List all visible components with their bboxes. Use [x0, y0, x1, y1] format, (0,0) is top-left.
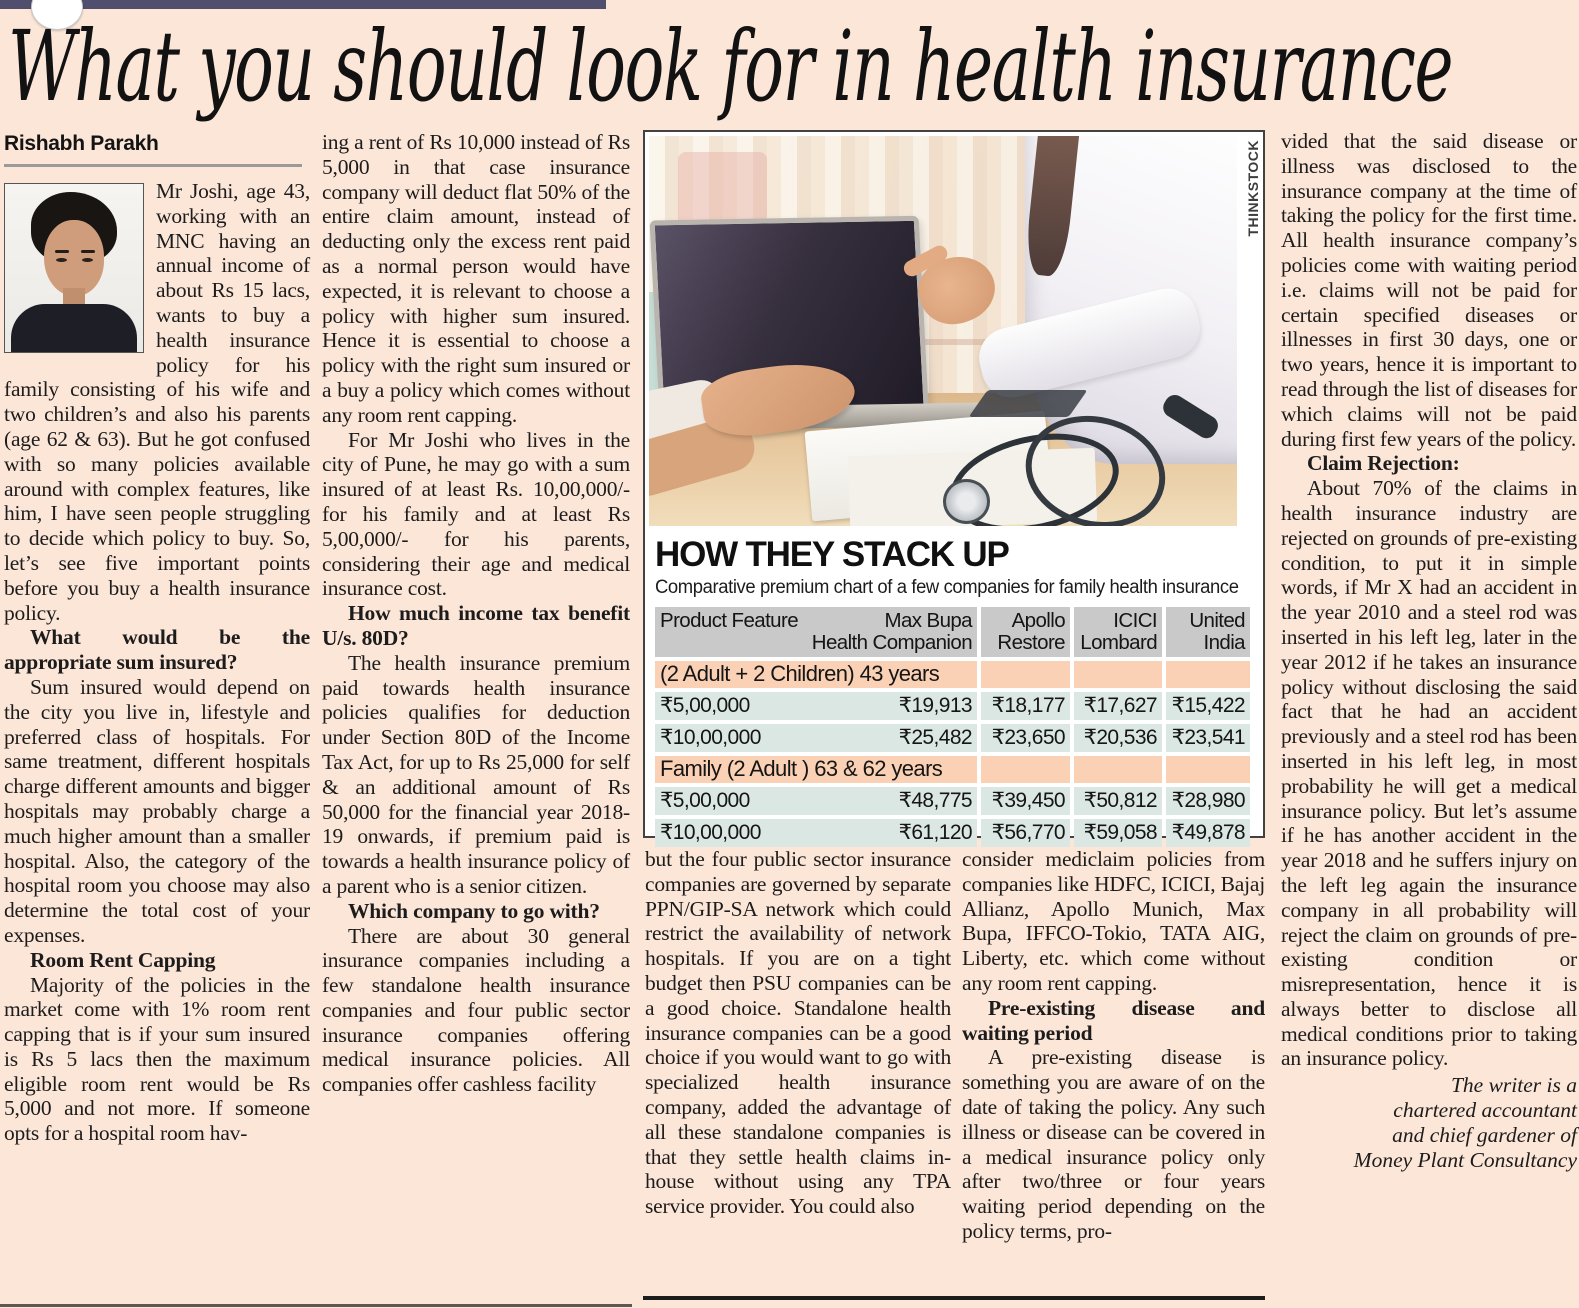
table-row: ₹10,00,000 ₹25,482: [655, 724, 977, 752]
table-cell: ₹39,450: [981, 787, 1070, 815]
infographic-box: [643, 130, 1265, 845]
paragraph: ing a rent of Rs 10,000 instead of Rs 5,000 in that case insurance company will deduct flat 50% of the entire claim amount, instead of deducting only the excess rent paid as a normal person would have expected, it is relevant to choose a policy with higher sum insured. Hence it is essential to choose a policy with the right sum insured or a buy a policy which comes without any room rent capping.: [322, 130, 630, 427]
byline-rule: [4, 164, 302, 167]
table-section-row: [1166, 661, 1250, 688]
table-cell: ₹15,422: [1166, 692, 1250, 720]
author-signoff: The writer is a chartered accountant and chief gardener of Money Plant Consultancy: [1353, 1073, 1577, 1172]
paragraph: About 70% of the claims in health insurance industry are rejected on grounds of pre-existing condition, to put it in simple words, if Mr X had an accident in the year 2010 and a steel rod was inserted in his left leg, later in the year 2012 if he takes an insurance policy without disclosing the said fact that he had an accident previously and a steel rod has been inserted in his left leg, in most probability he will get a medical insurance policy. But let’s assume if he has another accident in the year 2018 and he suffers injury on the left leg again the insurance company in all probability will reject the claim on grounds of pre-existing condition or misrepresentation, hence it is always better to disclose all medical conditions prior to taking an insurance policy.: [1281, 476, 1577, 1071]
table-header-apollo: Apollo Restore: [981, 607, 1070, 657]
paragraph: The health insurance premium paid towards health insurance policies qualifies for deduction under Section 80D of the Income Tax Act, for up to Rs 25,000 for self & an additional amount of Rs 50,000 for the financial year 2018-19 onwards, if premium paid is towards a health insurance policy of a parent who is a senior citizen.: [322, 650, 630, 898]
byline: Rishabh Parakh: [4, 132, 159, 155]
table-header-united: United India: [1166, 607, 1250, 657]
column-1: [4, 130, 310, 1146]
table-section-row: [1166, 756, 1250, 783]
table-cell: ₹20,536: [1074, 724, 1162, 752]
table-cell: ₹23,650: [981, 724, 1070, 752]
paragraph: There are about 30 general insurance companies including a few standalone health insurance companies and four public sector insurance companies offering medical insurance policies. All companies offer cashless facility: [322, 923, 630, 1097]
table-cell: ₹18,177: [981, 692, 1070, 720]
consultation-photo: [649, 136, 1237, 526]
section-heading: Claim Rejection:: [1307, 451, 1460, 476]
portrait-eye: [56, 258, 67, 262]
table-cell: ₹23,541: [1166, 724, 1250, 752]
portrait-shirt: [11, 304, 137, 353]
table-cell: ₹56,770: [981, 819, 1070, 847]
infographic-subtitle: Comparative premium chart of a few companies for family health insurance: [655, 576, 1239, 598]
table-section-row: [981, 756, 1070, 783]
premium-table: [655, 607, 1253, 847]
table-row: ₹10,00,000 ₹61,120: [655, 819, 977, 847]
section-heading: Room Rent Capping: [30, 947, 216, 972]
table-section-row: [981, 661, 1070, 688]
column-5: [1281, 129, 1577, 1172]
column-2: [322, 130, 630, 1097]
headline: What you should look for in health insurance: [8, 10, 1453, 123]
paragraph: A pre-existing disease is something you are aware of on the date of taking the policy. Any such illness or disease can be covered in a medical insurance policy only after two/three or four years waiting period depending on the policy terms, pro-: [962, 1045, 1265, 1243]
table-row: ₹5,00,000 ₹48,775: [655, 787, 977, 815]
portrait-brow: [55, 250, 69, 253]
paragraph: Sum insured would depend on the city you live in, lifestyle and preferred class of hospitals. For same treatment, different hospitals charge different amounts and bigger hospitals may probably charge a much higher amount than a smaller hospital. Also, the category of the hospital room you choose may also determine the total cost of your expenses.: [4, 674, 310, 947]
table-cell: ₹50,812: [1074, 787, 1162, 815]
paragraph: Majority of the policies in the market come with 1% room rent capping that is if your sum insured is Rs 5 lacs then the maximum eligible room rent would be Rs 5,000 and not more. If someone opts for a hospital room hav-: [4, 972, 310, 1146]
table-header-icici: ICICI Lombard: [1074, 607, 1162, 657]
table-section-row: [1074, 661, 1162, 688]
table-header-feature: Product Feature Max Bupa Health Companion: [655, 607, 977, 657]
paragraph: consider mediclaim policies from companies like HDFC, ICICI, Bajaj Allianz, Apollo Munich, Max Bupa, IFFCO-Tokio, TATA AIG, Liberty, etc. which come without any room rent capping.: [962, 847, 1265, 995]
table-cell: ₹17,627: [1074, 692, 1162, 720]
table-cell: ₹59,058: [1074, 819, 1162, 847]
photo-tablet: [969, 390, 1088, 417]
section-heading: How much income tax benefit U/s. 80D?: [322, 601, 630, 650]
paragraph: For Mr Joshi who lives in the city of Pune, he may go with a sum insured of at least Rs. 10,00,000/- for his family and at least Rs 5,00,000/- for his parents, considering their age and medical insurance cost.: [322, 427, 630, 601]
section-heading: What would be the appropriate sum insured?: [4, 625, 310, 675]
table-cell: ₹49,878: [1166, 819, 1250, 847]
portrait-eye: [82, 258, 93, 262]
paragraph: Mr Joshi, age 43, working with an MNC having an annual income of about Rs 15 lacs, wants to buy a health insurance policy for his family consisting of his wife and two children’s and also his parents (age 62 & 63). But he got confused with so many policies available around with complex features, like him, I have seen people struggling to decide which policy to buy. So, let’s see five important points before you buy a health insurance policy.: [4, 179, 310, 625]
lede-with-portrait: [4, 179, 310, 625]
section-heading: Which company to go with?: [348, 898, 600, 923]
bottom-rule: [0, 1304, 632, 1307]
infographic-title: HOW THEY STACK UP: [655, 535, 1009, 574]
table-section-row: Family (2 Adult ) 63 & 62 years: [655, 756, 977, 783]
table-section-row: [1074, 756, 1162, 783]
premium-infographic: [649, 531, 1259, 847]
page-top-bar: [0, 0, 606, 9]
table-section-row: (2 Adult + 2 Children) 43 years: [655, 661, 977, 688]
paragraph: but the four public sector insurance companies are governed by separate PPN/GIP-SA network which could restrict the availability of network hospitals. If you are on a tight budget then PSU companies can be a good choice. Standalone health insurance companies can be a good choice if you would want to go with specialized health insurance company, added the advantage of all these standalone companies is that they settle health claims in-house without using any TPA service provider. You could also: [645, 847, 951, 1219]
portrait-brow: [81, 250, 95, 253]
table-header-max-bupa: Max Bupa Health Companion: [811, 608, 972, 654]
section-heading: Pre-existing disease and waiting period: [962, 995, 1265, 1045]
table-cell: ₹28,980: [1166, 787, 1250, 815]
column-3: [645, 847, 951, 1219]
stethoscope-chestpiece: [943, 479, 990, 524]
column-4: [962, 847, 1265, 1244]
photo-credit: THINKSTOCK: [1245, 140, 1261, 237]
author-portrait-photo: [4, 183, 144, 353]
portrait-face: [44, 220, 104, 296]
table-row: ₹5,00,000 ₹19,913: [655, 692, 977, 720]
paragraph: vided that the said disease or illness was disclosed to the insurance company at the time of taking the policy for the first time. All health insurance company’s policies come with waiting period i.e. claims will not be paid for certain specified diseases or illnesses in first 30 days, one or two years, hence it is important to read through the list of diseases for which claims will not be paid during first few years of the policy.: [1281, 129, 1577, 451]
bottom-rule: [643, 1296, 1265, 1300]
